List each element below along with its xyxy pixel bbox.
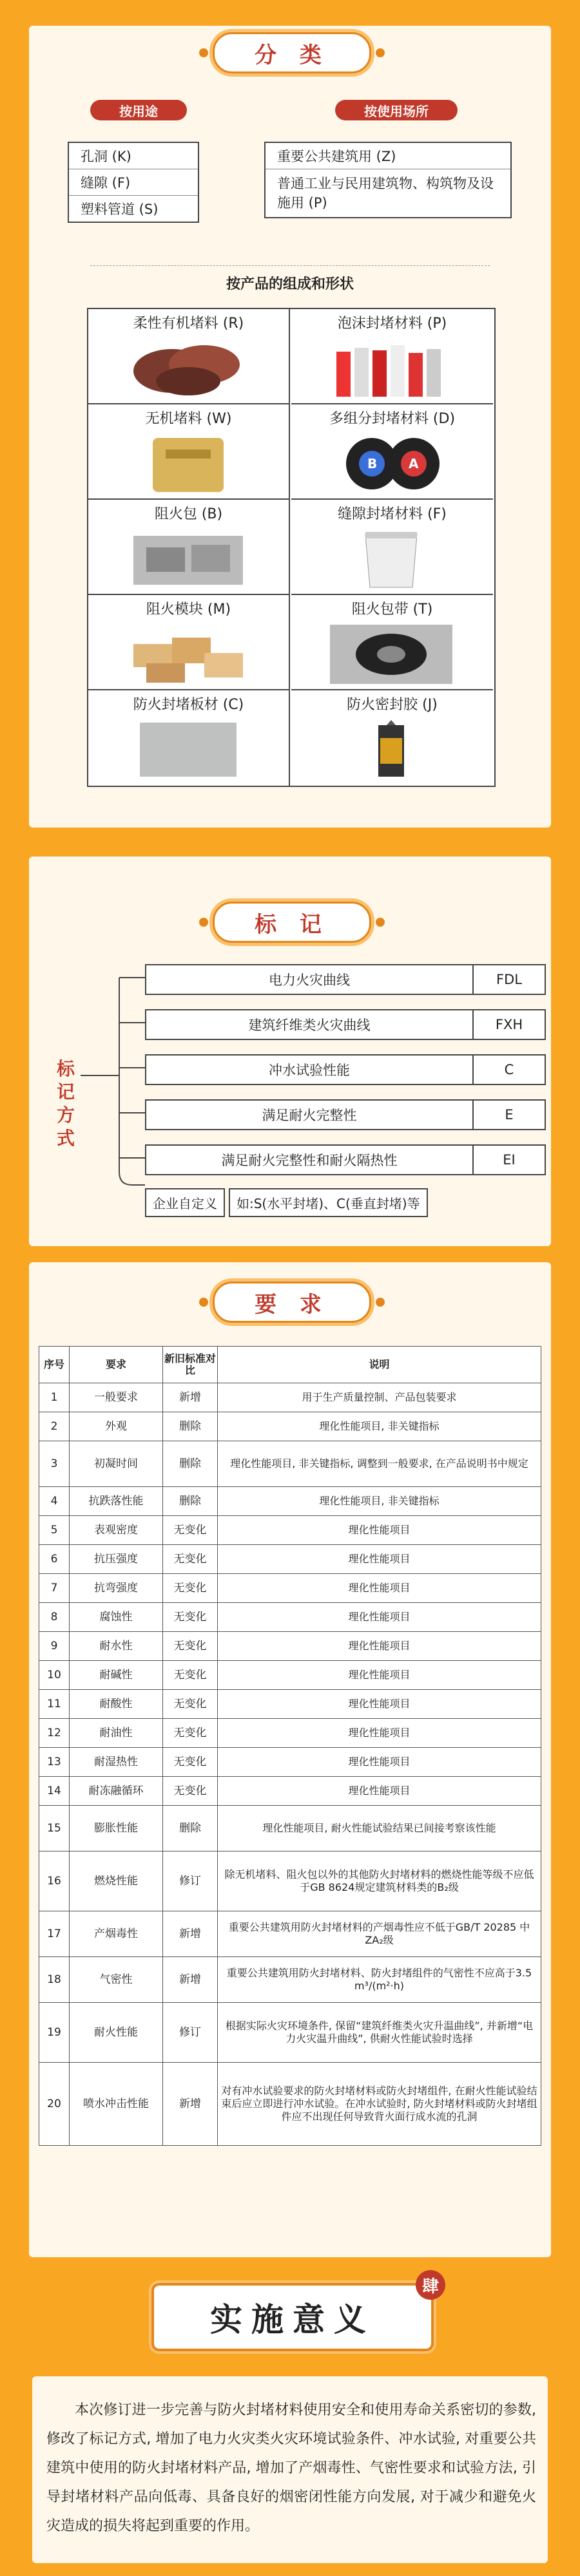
row-requirement: 初凝时间 [70, 1441, 163, 1487]
impl-paragraph: 本次修订进一步完善与防火封堵材料使用安全和使用寿命关系密切的参数, 修改了标记方式, 增加了电力火灾类火灾环境试验条件、冲水试验, 对重要公共建筑中使用的防火封堵材料产品, 增加了产烟毒性、气密性要求和试验方法, 引导封堵材料产品向低毒、具备良好的烟密闭性能方向发展, 对于减少和避免火灾造成的损失将起到重要的作用。 [46, 2402, 536, 2534]
product-name: 泡沫封堵材料 (P) [337, 315, 447, 332]
mark-custom [145, 1188, 543, 1217]
row-change: 修订 [163, 1852, 218, 1911]
table-row [39, 1719, 541, 1748]
place-item: 重要公共建筑用 (Z) [266, 143, 510, 169]
row-requirement: 产烟毒性 [70, 1911, 163, 1957]
mark-row-c: 冲水试验性能 C [145, 1054, 546, 1085]
row-requirement: 耐冻融循环 [70, 1777, 163, 1806]
table-row [39, 1661, 541, 1690]
gap-sealant-bucket-image [330, 529, 452, 589]
product-cell [88, 690, 290, 786]
inorganic-sealant-bag-image [127, 434, 249, 493]
custom-label: 企业自定义 [145, 1188, 225, 1217]
product-name: 阻火模块 (M) [146, 601, 231, 618]
row-change: 无变化 [163, 1719, 218, 1748]
place-item: 普通工业与民用建筑物、构筑物及设施用 (P) [277, 176, 494, 211]
flexible-sealant-image [127, 339, 249, 398]
table-row [39, 1690, 541, 1719]
row-change: 无变化 [163, 1545, 218, 1574]
row-index: 4 [39, 1487, 70, 1516]
by-use-list [68, 142, 199, 223]
row-change: 无变化 [163, 1661, 218, 1690]
mark-header: 标 记 [213, 902, 371, 943]
table-row [39, 1957, 541, 2003]
table-row [39, 1777, 541, 1806]
mark-row-fdl: 电力火灾曲线 FDL [145, 964, 546, 995]
table-row [39, 1852, 541, 1911]
row-change: 修订 [163, 2003, 218, 2063]
product-cell [88, 595, 290, 690]
table-header-row [39, 1347, 541, 1383]
product-cell [291, 595, 493, 690]
by-place-list [264, 142, 512, 218]
product-cell [291, 404, 493, 500]
fire-wrap-tape-image [330, 625, 452, 684]
row-requirement: 喷水冲击性能 [70, 2063, 163, 2146]
row-index: 20 [39, 2063, 70, 2146]
foam-sealant-image [330, 339, 452, 398]
product-cell [88, 309, 290, 404]
row-requirement: 燃烧性能 [70, 1852, 163, 1911]
product-name: 柔性有机堵料 (R) [133, 315, 244, 332]
row-index: 10 [39, 1661, 70, 1690]
table-row [39, 2003, 541, 2063]
row-index: 11 [39, 1690, 70, 1719]
table-row [39, 1574, 541, 1603]
table-row [39, 1748, 541, 1777]
mark-row-fxh: 建筑纤维类火灾曲线 FXH [145, 1009, 546, 1040]
table-row [39, 1632, 541, 1661]
row-note: 理化性能项目 [218, 1690, 541, 1719]
row-index: 13 [39, 1748, 70, 1777]
row-change: 无变化 [163, 1632, 218, 1661]
table-row [39, 1383, 541, 1412]
row-change: 新增 [163, 1383, 218, 1412]
row-change: 删除 [163, 1487, 218, 1516]
row-change: 无变化 [163, 1777, 218, 1806]
row-requirement: 气密性 [70, 1957, 163, 2003]
product-name: 无机堵料 (W) [145, 410, 232, 427]
row-note: 理化性能项目 [218, 1661, 541, 1690]
product-cell [88, 404, 290, 500]
by-product-title: 按产品的组成和形状 [226, 276, 354, 292]
table-row [39, 1911, 541, 1957]
row-requirement: 抗压强度 [70, 1545, 163, 1574]
row-note: 理化性能项目 [218, 1632, 541, 1661]
row-note: 理化性能项目 [218, 1777, 541, 1806]
col-header: 新旧标准对比 [163, 1347, 218, 1383]
fire-bag-image [127, 529, 249, 589]
col-header: 要求 [70, 1347, 163, 1383]
row-index: 1 [39, 1383, 70, 1412]
mark-side-label: 标记方式 [57, 1058, 75, 1149]
row-index: 12 [39, 1719, 70, 1748]
mark-row-ei: 满足耐火完整性和耐火隔热性 EI [145, 1144, 546, 1175]
row-note: 理化性能项目 [218, 1574, 541, 1603]
row-requirement: 腐蚀性 [70, 1603, 163, 1632]
row-change: 删除 [163, 1806, 218, 1852]
mark-bracket [81, 966, 145, 1211]
product-name: 阻火包 (B) [154, 506, 223, 522]
row-index: 9 [39, 1632, 70, 1661]
col-header: 说明 [218, 1347, 541, 1383]
row-change: 删除 [163, 1412, 218, 1441]
row-note: 理化性能项目, 耐火性能试验结果已间接考察该性能 [218, 1806, 541, 1852]
impl-banner: 实施意义 [151, 2283, 434, 2351]
fire-board-image [127, 720, 249, 779]
table-row [39, 1545, 541, 1574]
table-row [39, 1603, 541, 1632]
use-item: 孔洞 (K) [69, 143, 198, 169]
row-note: 根据实际火灾环境条件, 保留“建筑纤维类火灾升温曲线”, 并新增“电力火灾温升曲线”, 供耐火性能试验时选择 [218, 2003, 541, 2063]
row-change: 无变化 [163, 1748, 218, 1777]
row-requirement: 耐火性能 [70, 2003, 163, 2063]
multi-component-image [330, 434, 452, 493]
row-requirement: 表观密度 [70, 1516, 163, 1545]
divider [90, 265, 490, 266]
row-index: 7 [39, 1574, 70, 1603]
product-name: 防火封堵板材 (C) [133, 696, 244, 713]
product-cell [291, 690, 493, 786]
product-name: 防火密封胶 (J) [347, 696, 438, 713]
row-note: 除无机堵料、阻火包以外的其他防火封堵材料的燃烧性能等级不应低于GB 8624规定建筑材料类的B₂级 [218, 1852, 541, 1911]
product-name: 多组分封堵材料 (D) [329, 410, 456, 427]
row-change: 新增 [163, 1911, 218, 1957]
row-index: 15 [39, 1806, 70, 1852]
by-use-tag: 按用途 [90, 100, 187, 120]
row-index: 3 [39, 1441, 70, 1487]
mark-row-e: 满足耐火完整性 E [145, 1099, 546, 1130]
row-note: 理化性能项目, 非关键指标, 调整到一般要求, 在产品说明书中规定 [218, 1441, 541, 1487]
use-item: 缝隙 (F) [69, 169, 198, 196]
product-cell [291, 500, 493, 595]
row-requirement: 外观 [70, 1412, 163, 1441]
row-note: 用于生产质量控制、产品包装要求 [218, 1383, 541, 1412]
product-name: 缝隙封堵材料 (F) [338, 506, 447, 522]
product-cell [88, 500, 290, 595]
table-row [39, 1516, 541, 1545]
row-requirement: 一般要求 [70, 1383, 163, 1412]
row-requirement: 耐水性 [70, 1632, 163, 1661]
row-requirement: 耐油性 [70, 1719, 163, 1748]
table-row [39, 1412, 541, 1441]
row-requirement: 耐酸性 [70, 1690, 163, 1719]
col-header: 序号 [39, 1347, 70, 1383]
custom-desc: 如:S(水平封堵)、C(垂直封堵)等 [229, 1188, 428, 1217]
row-change: 删除 [163, 1441, 218, 1487]
row-requirement: 抗跌落性能 [70, 1487, 163, 1516]
row-requirement: 抗弯强度 [70, 1574, 163, 1603]
row-change: 无变化 [163, 1516, 218, 1545]
impl-badge: 肆 [416, 2270, 445, 2300]
row-index: 8 [39, 1603, 70, 1632]
use-item: 塑料管道 (S) [81, 202, 159, 217]
svg-text:A: A [409, 456, 419, 471]
product-cell [291, 309, 493, 404]
row-change: 无变化 [163, 1690, 218, 1719]
product-name: 阻火包带 (T) [351, 601, 433, 618]
row-change: 新增 [163, 1957, 218, 2003]
req-header: 要 求 [213, 1282, 371, 1323]
row-note: 理化性能项目 [218, 1545, 541, 1574]
row-change: 新增 [163, 2063, 218, 2146]
row-index: 2 [39, 1412, 70, 1441]
row-change: 无变化 [163, 1574, 218, 1603]
fire-sealant-tube-image [330, 720, 452, 779]
table-row [39, 2063, 541, 2146]
row-index: 17 [39, 1911, 70, 1957]
row-note: 理化性能项目 [218, 1603, 541, 1632]
row-index: 16 [39, 1852, 70, 1911]
row-index: 18 [39, 1957, 70, 2003]
fire-module-image [127, 625, 249, 684]
row-requirement: 耐湿热性 [70, 1748, 163, 1777]
row-requirement: 膨胀性能 [70, 1806, 163, 1852]
svg-text:B: B [367, 456, 378, 471]
row-note: 重要公共建筑用防火封堵材料的产烟毒性应不低于GB/T 20285 中ZA₂级 [218, 1911, 541, 1957]
table-row [39, 1487, 541, 1516]
row-index: 6 [39, 1545, 70, 1574]
requirements-table [39, 1346, 541, 2146]
row-note: 理化性能项目, 非关键指标 [218, 1412, 541, 1441]
row-change: 无变化 [163, 1603, 218, 1632]
row-requirement: 耐碱性 [70, 1661, 163, 1690]
row-index: 5 [39, 1516, 70, 1545]
row-note: 对有冲水试验要求的防火封堵材料或防火封堵组件, 在耐火性能试验结束后应立即进行冲水试验。在冲水试验时, 防火封堵材料或防火封堵组件应不出现任何导致背火面行成水流的孔洞 [218, 2063, 541, 2146]
row-index: 14 [39, 1777, 70, 1806]
row-note: 理化性能项目 [218, 1719, 541, 1748]
row-note: 理化性能项目, 非关键指标 [218, 1487, 541, 1516]
row-note: 理化性能项目 [218, 1516, 541, 1545]
by-place-tag: 按使用场所 [335, 100, 458, 120]
table-row [39, 1806, 541, 1852]
classify-header: 分 类 [213, 32, 371, 73]
row-index: 19 [39, 2003, 70, 2063]
table-row [39, 1441, 541, 1487]
row-note: 重要公共建筑用防火封堵材料、防火封堵组件的气密性不应高于3.5 m³/(m²·h) [218, 1957, 541, 2003]
row-note: 理化性能项目 [218, 1748, 541, 1777]
